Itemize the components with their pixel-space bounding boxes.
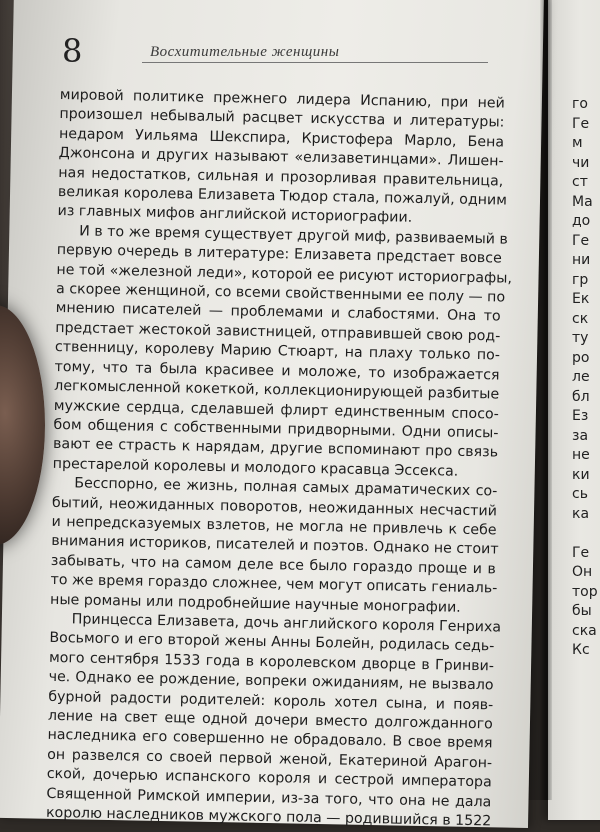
header-rule [142,62,488,63]
right-text-fragment: ту [572,330,589,346]
right-text-fragment: м [572,135,583,151]
text-line: из главных мифов английской историографии. [57,203,413,227]
text-line: бытий, неожиданных поворотов, неожиданных несчастий [51,494,498,519]
right-text-fragment: тор [572,583,598,600]
text-line: ской, дочерью испанского короля и сестрой императора [46,766,492,791]
right-text-fragment: Ге [572,544,590,561]
right-text-fragment: за [572,427,589,444]
text-line: тому, что та была красивее и моложе, то изображается [54,358,500,384]
right-text-fragment: ле [572,369,590,385]
text-line: королю наследников мужского пола — родившийся в 1522 [45,804,492,830]
right-text-fragment: ска [572,622,597,639]
text-line: то же время гораздо сложнее, чем могут описать гениаль- [50,572,498,597]
text-line: ная недостатков, сильная и прозорливая правительница, [58,164,504,190]
text-line: великая королева Елизавета Тюдор стала, пожалуй, одним [57,184,508,209]
text-line: мужские сердца, сделавшей флирт единственным спосо- [53,397,499,422]
text-line: предстает жестокой завистницей, отправившей свою род- [55,319,501,345]
text-line: мировой политике прежнего лидера Испанию, при ней [59,86,505,112]
right-text-fragment [572,524,600,544]
text-line: престарелой королевы и молодого красавца Эссекса. [52,455,459,480]
text-line: первую очередь в литературе: Елизавета предстает вовсе [56,242,502,267]
text-line: ление на свет еще одной дочери вместо долгожданного [47,707,493,733]
body-text [45,86,513,832]
right-text-fragment: Кс [572,642,590,658]
text-line: ственницу, королеву Марию Стюарт, на плаху только по- [54,339,501,364]
text-line: Джонсона и других называют «елизаветинцами». Лишен- [58,145,504,170]
right-text-fragment: Ге [572,232,590,249]
right-text-fragment: бы [572,603,592,619]
text-line: Принцесса Елизавета, дочь английского короля Генриха [71,611,502,636]
text-line: произошел небывалый расцвет искусства и литературы: [59,106,505,131]
right-text-fragment: ск [572,310,589,327]
right-text-fragment: Ге [572,115,590,132]
book-gutter [540,0,552,800]
text-line: Бесспорно, ее жизнь, полная самых драматических со- [74,475,498,500]
text-line: не той «железной леди», которой ее рисуют историографы, [56,261,513,287]
right-text-fragment: Ек [572,291,590,307]
text-line: И в то же время существует другой миф, развиваемый в [79,223,508,248]
text-line: недаром Уильяма Шекспира, Кристофера Марло, Бена [58,125,505,151]
right-text-fragment: гр [572,271,589,288]
text-line: Священной Римской империи, из-за того, что она не дала [46,785,492,811]
text-line: легкомысленной кокеткой, коллекционирующей разбитые [54,378,500,403]
text-line: бурной радости родителей: король хотел сына, и появ- [48,688,494,714]
text-line: бом общения с собственными придворными. Одни описы- [53,416,499,442]
right-text-fragment: ро [572,349,590,366]
right-text-fragment: Он [572,564,593,580]
right-text-fragment: Ез [572,408,589,424]
right-text-fragment: до [572,213,591,229]
right-text-fragment: чи [572,154,590,171]
right-text-fragment: бл [572,388,590,405]
text-line: забывать, что на самом деле все было гораздо проще и в [50,552,496,578]
page-number: 8 [62,32,83,70]
text-line: мого сентября 1533 года в королевском дворце в Гринви- [48,649,495,675]
text-line: вают ее страсть к нарядам, другие вспоминают про связь [52,436,499,461]
right-text-fragment: Ма [572,193,593,210]
text-line: наследника его совершенно не обрадовало. В свое время [47,727,493,752]
right-text-fragment: ст [572,174,588,190]
text-line: внимания историков, писателей и поэтов. Однако не стоит [51,533,499,558]
text-line: и непредсказуемых взлетов, не могла не привлечь к себе [51,513,497,539]
right-text-fragment: ни [572,252,591,268]
text-line: он развелся со своей первой женой, Екатериной Арагон- [47,746,493,772]
text-line: че. Однако ее рождение, вопреки ожиданиям, не вызвало [48,669,494,694]
running-title: Восхитительные женщины [150,44,340,60]
text-line: Восьмого и его второй жены Анны Болейн, родилась седь- [49,630,495,655]
text-line: а скорее женщиной, со всеми свойственными ее полу — по [55,281,506,306]
text-line: ные романы или подробнейшие научные монографии. [49,591,461,616]
right-text-fragment: го [572,96,588,112]
right-page-text [572,95,600,661]
right-text-fragment: ка [572,505,590,522]
right-text-fragment: не [572,447,590,463]
right-text-fragment: сь [572,486,588,502]
right-text-fragment: ки [572,466,590,483]
text-line: мнению писателей — проблемами и слабостями. Она то [55,300,501,325]
